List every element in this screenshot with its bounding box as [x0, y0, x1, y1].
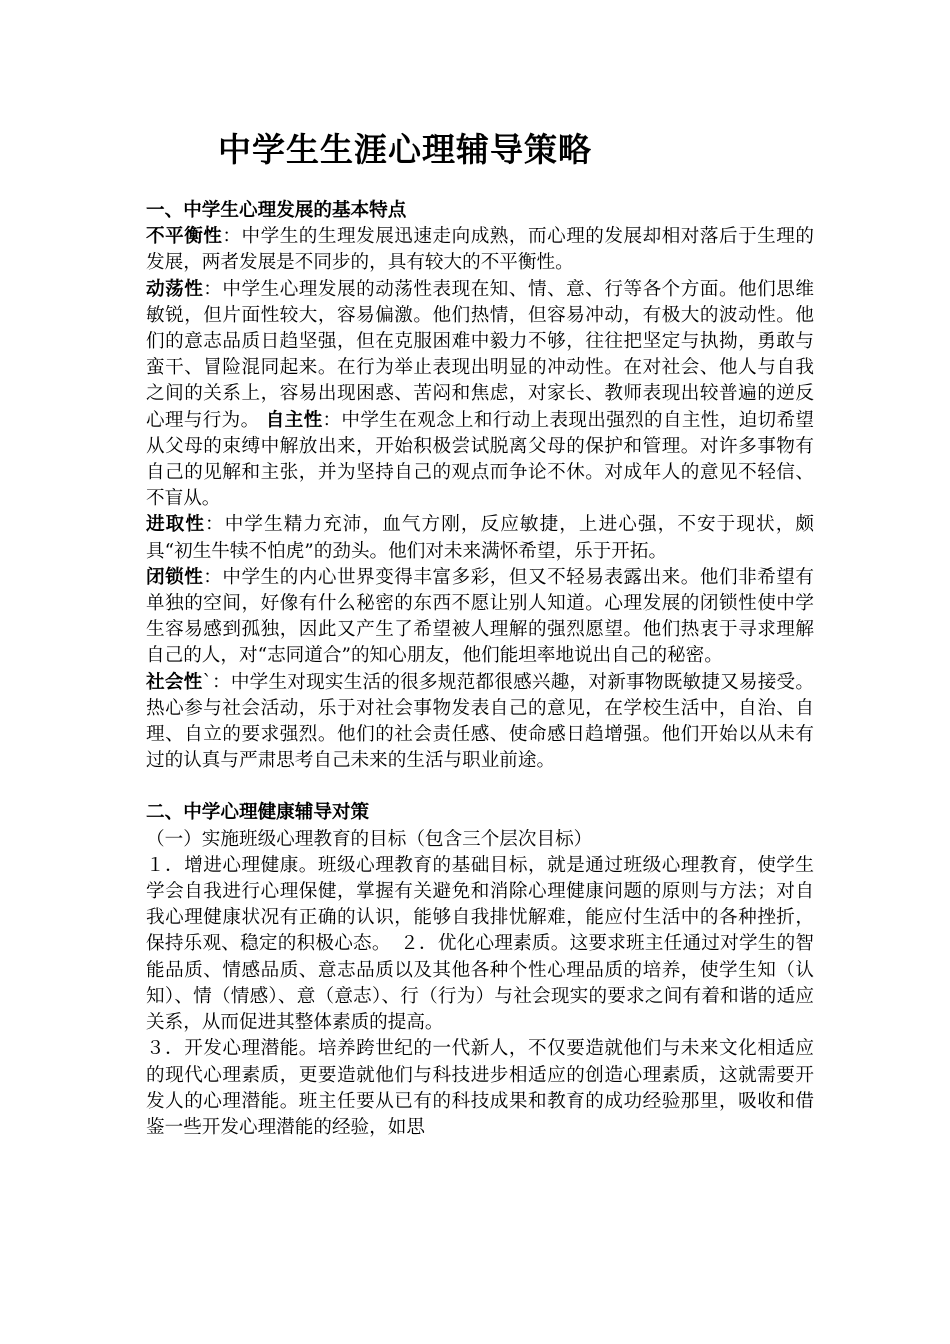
paragraph-progressiveness — [146, 512, 814, 564]
document-title: 中学生生涯心理辅导策略 — [218, 130, 592, 169]
paragraph-text: 中学生的生理发展迅速走向成熟，而心理的发展却相对落后于生理的发展，两者发展是不同步的，具有较大的不平衡性。 — [146, 226, 814, 274]
term-separator: `： — [202, 671, 231, 693]
paragraph-text: 中学生对现实生活的很多规范都很感兴趣，对新事物既敏捷又易接受。热心参与社会活动，乐于对社会事物发表自己的意见，在学校生活中，自治、自理、自立的要求强烈。他们的社会责任感、使命感日趋增强。他们开始以从未有过的认真与严肃思考自己未来的生活与职业前途。 — [146, 671, 814, 772]
term-label: 进取性 — [146, 514, 206, 536]
paragraph-text: 中学生的内心世界变得丰富多彩，但又不轻易表露出来。他们非希望有单独的空间，好像有什么秘密的东西不愿让别人知道。心理发展的闭锁性使中学生容易感到孤独，因此又产生了希望被人理解的强烈愿望。他们热衷于寻求理解自己的人，对“志同道合”的知心朋友，他们能坦率地说出自己的秘密。 — [146, 566, 814, 667]
term-separator: ： — [322, 409, 342, 431]
section-heading: 一、中学生心理发展的基本特点 — [146, 200, 407, 221]
paragraph-text: 中学生在观念上和行动上表现出强烈的自主性，迫切希望从父母的束缚中解放出来，开始积极尝试脱离父母的保护和管理。对许多事物有自己的见解和主张，并为坚持自己的观点而争论不休。对成年人的意见不轻信、不盲从。 — [146, 409, 814, 510]
term-label: 社会性 — [146, 671, 203, 693]
paragraph-imbalance — [146, 224, 814, 276]
term-separator: ： — [205, 514, 225, 536]
section-heading: 二、中学心理健康辅导对策 — [146, 802, 370, 824]
paragraph-closedness — [146, 565, 814, 670]
paragraph-sociality — [146, 670, 814, 775]
paragraph-spacer — [146, 774, 814, 800]
paragraph-turbulence — [146, 277, 814, 513]
term-separator: ： — [222, 226, 242, 248]
term-label: 自主性 — [265, 409, 323, 431]
term-separator: ： — [203, 566, 223, 588]
paragraph-potential: ３．开发心理潜能。培养跨世纪的一代新人，不仅要造就他们与未来文化相适应的现代心理素质，更要造就他们与科技进步相适应的创造心理素质，这就需要开发人的心理潜能。班主任要从已有的科技成果和教育的成功经验那里，吸收和借鉴一些开发心理潜能的经验，如思 — [146, 1038, 814, 1138]
term-label: 闭锁性 — [146, 566, 204, 588]
term-separator: ： — [203, 278, 223, 300]
document-body — [146, 198, 814, 1141]
paragraph-text: 中学生精力充沛，血气方刚，反应敏捷，上进心强，不安于现状，颇具“初生牛犊不怕虎”的劲头。他们对未来满怀希望，乐于开拓。 — [146, 514, 814, 562]
term-label: 动荡性 — [146, 278, 204, 300]
subheading: （一）实施班级心理教育的目标（包含三个层次目标） — [146, 828, 593, 850]
term-label: 不平衡性 — [146, 226, 223, 248]
paragraph-goals: １．增进心理健康。班级心理教育的基础目标，就是通过班级心理教育，使学生学会自我进行心理保健，掌握有关避免和消除心理健康问题的原则与方法；对自我心理健康状况有正确的认识，能够自我排忧解难，能应付生活中的各种挫折，保持乐观、稳定的积极心态。 ２．优化心理素质。这要求班主任通过对学生的智能品质、情感品质、意志品质以及其他各种个性心理品质的培养，使学生知（认知）、情（情感）、意（意志）、行（行为）与社会现实的要求之间有着和谐的适应关系，从而促进其整体素质的提高。 — [146, 854, 814, 1034]
paragraph-text: 中学生心理发展的动荡性表现在知、情、意、行等各个方面。他们思维敏锐，但片面性较大，容易偏激。他们热情，但容易冲动，有极大的波动性。他们的意志品质日趋坚强，但在克服困难中毅力不够，往往把坚定与执拗，勇敢与蛮干、冒险混同起来。在行为举止表现出明显的冲动性。在对社会、他人与自我之间的关系上，容易出现困惑、苦闷和焦虑，对家长、教师表现出较普遍的逆反心理与行为。 — [146, 278, 814, 431]
